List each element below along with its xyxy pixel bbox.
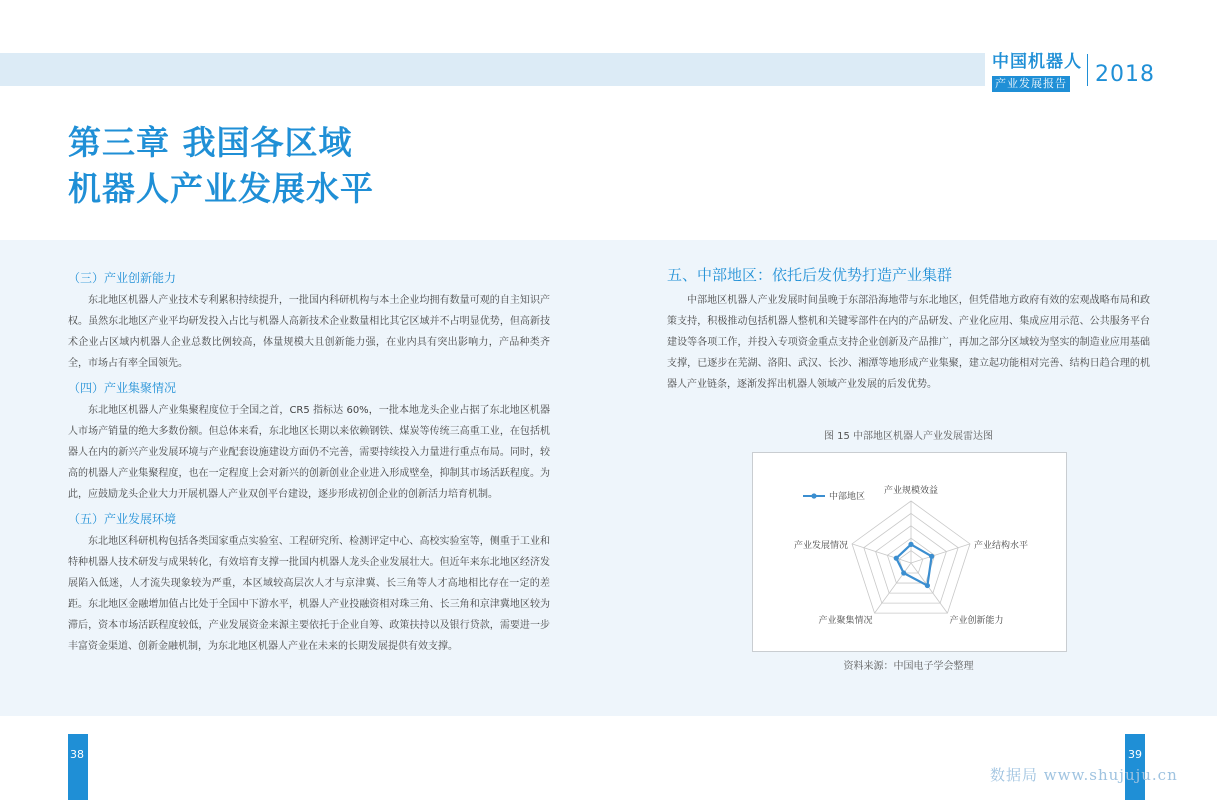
section-heading-cluster: （四）产业集聚情况 (68, 381, 177, 395)
watermark: 数据局 www.shujuju.cn (990, 766, 1178, 784)
radar-chart (753, 453, 1066, 651)
right-column (667, 262, 1150, 395)
radar-axis-label: 产业结构水平 (973, 540, 1028, 551)
chapter-title-line1: 第三章 我国各区域 (68, 123, 353, 162)
radar-axis-label: 产业聚集情况 (818, 616, 873, 627)
legend-label: 中部地区 (829, 492, 866, 502)
radar-data-point (929, 554, 934, 559)
radar-axis-label: 产业创新能力 (949, 616, 1004, 627)
radar-axis-label: 产业发展情况 (794, 540, 849, 551)
section-heading-innovation: （三）产业创新能力 (68, 271, 177, 285)
brand-year: 2018 (1095, 62, 1155, 87)
paragraph-innovation: 东北地区机器人产业技术专利累积持续提升，一批国内科研机构与本土企业均拥有数量可观的自主知识产权。虽然东北地区产业平均研发投入占比与机器人高新技术企业数量相比其它区域并不占明显优势，但高新技术企业占区域内机器人企业总数比例较高，体量规模大且创新能力强，在业内具有突出影响力，产品种类齐全，市场占有率全国领先。 (68, 295, 550, 369)
radar-spoke (875, 563, 911, 613)
paragraph-central: 中部地区机器人产业发展时间虽晚于东部沿海地带与东北地区，但凭借地方政府有效的宏观战略布局和政策支持，积极推动包括机器人整机和关键零部件在内的产品研发、产业化应用、集成应用示范、公共服务平台建设等各项工作，并投入专项资金重点支持企业创新及产品推广，再加之部分区域较为坚实的制造业应用基础支撑，已逐步在芜湖、洛阳、武汉、长沙、湘潭等地形成产业集聚，建立起功能相对完善、结构日趋合理的机器人产业链条，逐渐发挥出机器人领域产业发展的后发优势。 (667, 295, 1150, 390)
section-heading-environment: （五）产业发展环境 (68, 512, 177, 526)
radar-spoke (911, 544, 970, 563)
radar-data-point (901, 570, 906, 575)
chapter-title (68, 120, 374, 212)
paragraph-environment: 东北地区科研机构包括各类国家重点实验室、工程研究所、检测评定中心、高校实验室等，侧重于工业和特种机器人技术研发与成果转化，有效培育支撑一批国内机器人龙头企业发展壮大。但近年来东北地区经济发展陷入低迷，人才流失现象较为严重，本区域较高层次人才与京津冀、长三角等人才高地相比存在一定的差距。东北地区金融增加值占比处于全国中下游水平，机器人产业投融资相对珠三角、长三角和京津冀地区较为滞后，资本市场活跃程度较低，产业发展资金来源主要依托于企业自筹、政策扶持以及银行贷款，需要进一步丰富资金渠道、创新金融机制，为东北地区机器人产业在未来的长期发展提供有效支撑。 (68, 536, 550, 652)
brand-divider (1087, 54, 1088, 86)
page-number-right: 39 (1128, 748, 1142, 761)
figure-caption: 图 15 中部地区机器人产业发展雷达图 (823, 431, 994, 442)
radar-data-point (908, 542, 913, 547)
figure-source: 资料来源：中国电子学会整理 (843, 661, 974, 672)
section-heading-central: 五、中部地区：依托后发优势打造产业集群 (667, 266, 953, 284)
radar-chart-frame (752, 452, 1067, 652)
radar-data-point (925, 583, 930, 588)
header-band (0, 53, 985, 86)
legend-marker (811, 493, 816, 498)
paragraph-cluster: 东北地区机器人产业集聚程度位于全国之首，CR5 指标达 60%，一批本地龙头企业占据了东北地区机器人市场产销量的绝大多数份额。但总体来看，东北地区长期以来依赖钢铁、煤炭等传统三高重工业，在包括机器人在内的新兴产业发展环境与产业配套设施建设方面仍不完善，需要持续投入力量进行重点布局。同时，较高的机器人产业集聚程度，也在一定程度上会对新兴的创新创业企业进入形成壁垒，抑制其市场活跃程度。为此，应鼓励龙头企业大力开展机器人产业双创平台建设，逐步形成初创企业的创新活力培育机制。 (68, 405, 550, 500)
brand-title: 中国机器人 (992, 52, 1082, 72)
radar-series-line (896, 544, 931, 585)
chapter-title-line2: 机器人产业发展水平 (68, 169, 374, 208)
radar-axis-label: 产业规模效益 (883, 486, 939, 496)
left-column (68, 264, 550, 657)
radar-data-point (894, 556, 899, 561)
page-tab-left (68, 734, 88, 800)
brand-logo (992, 52, 1082, 92)
page-number-left: 38 (70, 748, 84, 761)
brand-subtitle: 产业发展报告 (992, 76, 1070, 92)
